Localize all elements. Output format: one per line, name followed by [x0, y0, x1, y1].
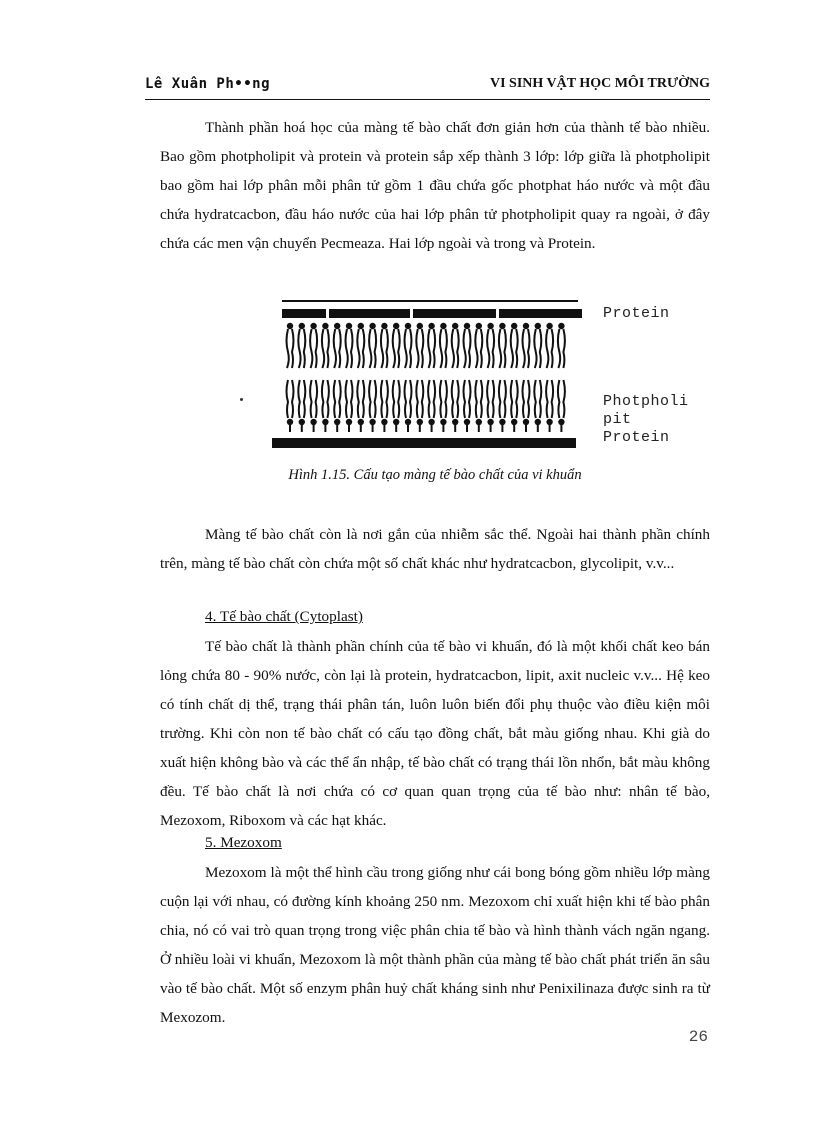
lipid-tail: [334, 380, 336, 418]
lipid-tail: [386, 329, 388, 368]
lipid-stem: [525, 424, 527, 432]
figure-caption: Hình 1.15. Cấu tạo màng tế bào chất của vi khuẩn: [288, 467, 582, 483]
lipid-tail: [552, 380, 554, 418]
lipid-tail: [398, 329, 400, 368]
lipid-tail: [346, 329, 348, 368]
lipid-tail: [493, 329, 495, 368]
lipid-tail: [452, 329, 454, 368]
lipid-tail: [386, 380, 388, 418]
lipid-stem: [442, 424, 444, 432]
lipid-head: [322, 323, 328, 329]
lipid-head: [546, 323, 552, 329]
lipid-stem: [466, 424, 468, 432]
lipid-head: [299, 323, 305, 329]
heading-mezoxom: 5. Mezoxom: [205, 834, 282, 851]
lipid-head: [334, 323, 340, 329]
lipid-head: [511, 323, 517, 329]
lipid-head: [535, 323, 541, 329]
lipid-tail: [410, 329, 412, 368]
lipid-head: [310, 323, 316, 329]
lipid-stem: [454, 424, 456, 432]
lipid-tail: [558, 380, 560, 418]
paragraph-mezoxom: Mezoxom là một thể hình cầu trong giống như cái bong bóng gồm nhiều lớp màng cuộn lại với nhau, có đường kính khoảng 250 nm. Mezoxom chỉ xuất hiện khi tế bào phân chia, nó có vai trò quan trọng trong việc phân chia tế bào và hình thành vách ngăn ngang. Ở nhiều loài vi khuẩn, Mezoxom là một thành phần của màng tế bào chất phát triển ăn sâu vào tế bào chất. Một số enzym phân huỷ chất kháng sinh như Penixilinaza được sinh ra từ Mexozom.: [160, 864, 710, 1026]
lipid-tail: [464, 380, 466, 418]
lipid-tail: [523, 380, 525, 418]
lipid-tail: [393, 380, 395, 418]
lipid-stem: [537, 424, 539, 432]
lipid-tail: [563, 329, 565, 368]
lipid-stem: [301, 424, 303, 432]
lipid-tail: [334, 329, 336, 368]
lipid-head: [381, 323, 387, 329]
lipid-tail: [434, 329, 436, 368]
lipid-tail: [440, 380, 442, 418]
label-photpholipit-2: pit: [603, 411, 632, 428]
lipid-tail: [310, 329, 312, 368]
label-protein-bottom: Protein: [603, 429, 670, 446]
lipid-head: [428, 323, 434, 329]
lipid-stem: [513, 424, 515, 432]
lipid-tail: [475, 329, 477, 368]
header-rule: [145, 99, 710, 100]
lipid-tail: [381, 380, 383, 418]
page-header: [145, 76, 710, 100]
lipid-head: [405, 323, 411, 329]
page-number: 26: [688, 1028, 708, 1046]
lipid-head: [499, 323, 505, 329]
lipid-stem: [348, 424, 350, 432]
lipid-tail: [534, 380, 536, 418]
lipid-tail: [287, 380, 289, 418]
lipid-tail: [546, 329, 548, 368]
lipid-stem: [478, 424, 480, 432]
lipid-tail: [540, 380, 542, 418]
lipid-tail: [287, 329, 289, 368]
lipid-tail: [363, 380, 365, 418]
membrane-diagram: [268, 296, 588, 458]
lipid-tail: [469, 380, 471, 418]
lipid-tail: [405, 329, 407, 368]
lipid-tail: [493, 380, 495, 418]
lipid-tail: [381, 329, 383, 368]
lipid-tail: [327, 380, 329, 418]
lipid-stem: [360, 424, 362, 432]
header-author: Lê Xuân Ph••ng: [145, 76, 271, 92]
lipid-tail: [445, 380, 447, 418]
lipid-tail: [457, 380, 459, 418]
lipid-tail: [346, 380, 348, 418]
paragraph-cytoplast: Tế bào chất là thành phần chính của tế bào vi khuẩn, đó là một khối chất keo bán lỏng chứa 80 - 90% nước, còn lại là protein, hydratcacbon, lipit, axit nucleic v.v... Hệ keo có tính chất dị thể, trạng thái phân tán, luôn luôn biến đổi phụ thuộc vào điều kiện môi trường. Khi còn non tế bào chất có cấu tạo đồng chất, bắt màu giống nhau. Khi già do xuất hiện không bào và các thể ẩn nhập, tế bào chất có trạng thái lồn nhổn, bắt màu không đều. Tế bào chất là nơi chứa có cơ quan quan trọng của tế bào như: nhân tế bào, Mezoxom, Riboxom và các hạt khác.: [160, 638, 710, 829]
lipid-tail: [469, 329, 471, 368]
lipid-tail: [528, 329, 530, 368]
label-protein-top: Protein: [603, 305, 670, 322]
lipid-tail: [298, 329, 300, 368]
lipid-head: [369, 323, 375, 329]
lipid-tail: [428, 329, 430, 368]
lipid-head: [452, 323, 458, 329]
lipid-tail: [487, 380, 489, 418]
lipid-stem: [383, 424, 385, 432]
lipid-tail: [481, 329, 483, 368]
lipid-head: [417, 323, 423, 329]
lipid-tail: [339, 380, 341, 418]
lipid-tail: [516, 329, 518, 368]
lipid-tail: [422, 329, 424, 368]
lipid-tail: [292, 380, 294, 418]
lipid-tail: [528, 380, 530, 418]
lipid-tail: [322, 380, 324, 418]
lipid-tail: [298, 380, 300, 418]
lipid-stem: [407, 424, 409, 432]
lipid-tail: [452, 380, 454, 418]
lipid-tail: [322, 329, 324, 368]
lipid-tail: [504, 329, 506, 368]
lipid-stem: [419, 424, 421, 432]
lipid-tail: [481, 380, 483, 418]
lipid-tail: [422, 380, 424, 418]
lipid-tail: [369, 329, 371, 368]
lipid-stem: [560, 424, 562, 432]
lipid-head: [523, 323, 529, 329]
lipid-tail: [398, 380, 400, 418]
lipid-tail: [499, 380, 501, 418]
lipid-tail: [357, 380, 359, 418]
lipid-stem: [549, 424, 551, 432]
lipid-tail: [292, 329, 294, 368]
lipid-tail: [440, 329, 442, 368]
lipid-tail: [316, 380, 318, 418]
lipid-stem: [313, 424, 315, 432]
lipid-tail: [511, 329, 513, 368]
lipid-head: [287, 323, 293, 329]
lipid-head: [476, 323, 482, 329]
lipid-tail: [523, 329, 525, 368]
lipid-tail: [534, 329, 536, 368]
lipid-tail: [487, 329, 489, 368]
lipid-tail: [445, 329, 447, 368]
lipid-stem: [395, 424, 397, 432]
lipid-head: [440, 323, 446, 329]
lipid-tail: [357, 329, 359, 368]
lipid-head: [358, 323, 364, 329]
lipid-tail: [405, 380, 407, 418]
lipid-stem: [372, 424, 374, 432]
lipid-tail: [310, 380, 312, 418]
lipid-tail: [363, 329, 365, 368]
lipid-tail: [475, 380, 477, 418]
lipid-tail: [416, 380, 418, 418]
stray-dot: [240, 398, 243, 401]
paragraph-membrane-composition: Thành phần hoá học của màng tế bào chất đơn giản hơn của thành tế bào nhiều. Bao gồm photpholipit và protein và protein sắp xếp thành 3 lớp: lớp giữa là photpholipit bao gồm hai lớp phân mỗi phân tử gồm 1 đầu chứa gốc photphat háo nước và một đầu chứa hydratcacbon, đầu háo nước của hai lớp phân tử photpholipit quay ra ngoài, ở đây chứa các men vận chuyển Pecmeaza. Hai lớp ngoài và trong và Protein.: [160, 119, 710, 252]
lipid-tail: [464, 329, 466, 368]
lipid-stem: [336, 424, 338, 432]
lipid-stem: [289, 424, 291, 432]
lipid-tail: [375, 329, 377, 368]
lipid-head: [558, 323, 564, 329]
lipid-tail: [351, 329, 353, 368]
lipid-tail: [499, 329, 501, 368]
lipid-tail: [504, 380, 506, 418]
membrane-top-line: [282, 300, 578, 302]
lipid-stem: [501, 424, 503, 432]
lipid-tail: [351, 380, 353, 418]
lipid-tail: [457, 329, 459, 368]
lipid-tail: [304, 380, 306, 418]
protein-layer-bottom: [272, 438, 576, 448]
lipid-tail: [516, 380, 518, 418]
header-title: VI SINH VẬT HỌC MÔI TRƯỜNG: [489, 76, 710, 91]
lipid-tail: [375, 380, 377, 418]
paragraph-membrane-extra: Màng tế bào chất còn là nơi gắn của nhiễm sắc thể. Ngoài hai thành phần chính trên, màng tế bào chất còn chứa một số chất khác như hydratcacbon, glycolipit, v.v...: [160, 526, 710, 572]
lipid-tail: [416, 329, 418, 368]
lipid-stem: [490, 424, 492, 432]
lipid-tail: [369, 380, 371, 418]
lipid-tail: [428, 380, 430, 418]
lipid-tail: [434, 380, 436, 418]
lipid-stem: [431, 424, 433, 432]
lipid-tail: [563, 380, 565, 418]
lipid-tail: [393, 329, 395, 368]
lipid-tail: [540, 329, 542, 368]
lipid-tail: [339, 329, 341, 368]
lipid-stem: [324, 424, 326, 432]
lipid-head: [346, 323, 352, 329]
lipid-tail: [327, 329, 329, 368]
lipid-tail: [511, 380, 513, 418]
lipid-tail: [316, 329, 318, 368]
lipid-tail: [546, 380, 548, 418]
label-photpholipit-1: Photpholi: [603, 393, 689, 410]
lipid-tail: [558, 329, 560, 368]
lipid-tail: [552, 329, 554, 368]
lipid-tail: [304, 329, 306, 368]
membrane-figure: [268, 296, 588, 458]
heading-cytoplast: 4. Tế bào chất (Cytoplast): [205, 608, 363, 625]
lipid-head: [464, 323, 470, 329]
lipid-head: [487, 323, 493, 329]
lipid-head: [393, 323, 399, 329]
lipid-tail: [410, 380, 412, 418]
